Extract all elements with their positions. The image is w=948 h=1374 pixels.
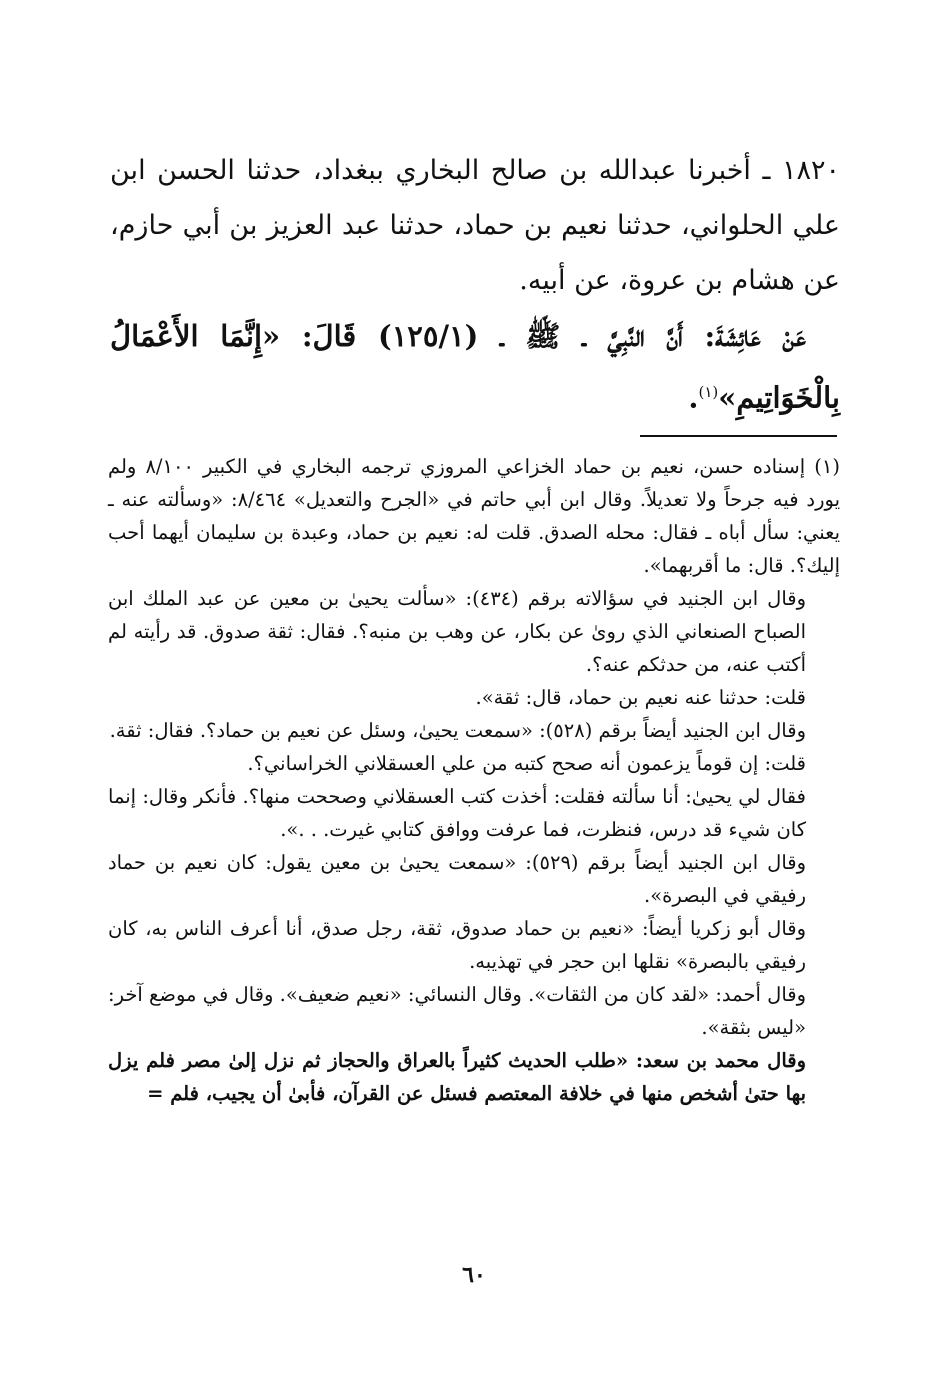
footnotes	[108, 450, 840, 1110]
hadith-text	[110, 308, 840, 426]
footnote-paragraph: وقال محمد بن سعد: «طلب الحديث كثيراً بالعراق والحجاز ثم نزل إلىٰ مصر فلم يزل بها حتىٰ أشخص منها في خلافة المعتصم فسئل عن القرآن، فأبىٰ أن يجيب، فلم =	[108, 1049, 806, 1105]
hadith-chain: ١٨٢٠ ـ أخبرنا عبدالله بن صالح البخاري ببغداد، حدثنا الحسن ابن علي الحلواني، حدثنا نعيم بن حماد، حدثنا عبد العزيز بن أبي حازم، عن هشام بن عروة، عن أبيه.	[110, 155, 840, 296]
footnote-paragraph: وقال أحمد: «لقد كان من الثقات». وقال النسائي: «نعيم ضعيف». وقال في موضع آخر: «ليس بثقة».	[108, 983, 806, 1039]
footnote-ref: (١)	[698, 383, 719, 401]
hadith-end: .	[688, 380, 699, 415]
footnote-paragraph: وقال ابن الجنيد أيضاً برقم (٥٢٨): «سمعت يحيىٰ، وسئل عن نعيم بن حماد؟. فقال: ثقة.	[109, 719, 806, 742]
footnote-paragraph: قلت: حدثنا عنه نعيم بن حماد، قال: ثقة».	[475, 686, 806, 709]
footnote-paragraph: قلت: إن قوماً يزعمون أنه صحح كتبه من علي العسقلاني الخراساني؟.	[247, 752, 806, 775]
footnote-paragraph: وقال ابن الجنيد في سؤالاته برقم (٤٣٤): «سألت يحيىٰ بن معين عن عبد الملك ابن الصباح الصنعاني الذي روىٰ عن بكار، عن وهب بن منبه؟. فقال: ثقة صدوق. قد رأيته لم أكتب عنه، من حدثكم عنه؟.	[108, 587, 806, 676]
footnote-paragraph: (١) إسناده حسن، نعيم بن حماد الخزاعي المروزي ترجمه البخاري في الكبير ٨/١٠٠ ولم يورد فيه جرحاً ولا تعديلاً. وقال ابن أبي حاتم في «الجرح والتعديل» ٨/٤٦٤: «وسألته عنه ـ يعني: سأل أباه ـ فقال: محله الصدق. قلت له: نعيم بن حماد، وعبدة بن سليمان أيهما أحب إليك؟. قال: ما أقربهما».	[108, 455, 840, 577]
footnote-divider	[640, 435, 837, 437]
footnote-paragraph: وقال أبو زكريا أيضاً: «نعيم بن حماد صدوق، ثقة، رجل صدق، أنا أعرف الناس به، كان رفيقي بالبصرة» نقلها ابن حجر في تهذيبه.	[108, 917, 806, 973]
page-number: ٦٠	[462, 1262, 486, 1288]
footnote-paragraph: وقال ابن الجنيد أيضاً برقم (٥٢٩): «سمعت يحيىٰ بن معين يقول: كان نعيم بن حماد رفيقي في البصرة».	[108, 851, 806, 907]
footnote-paragraph: فقال لي يحيىٰ: أنا سألته فقلت: أخذت كتب العسقلاني وصححت منها؟. فأنكر وقال: إنما كان شيء قد درس، فنظرت، فما عرفت ووافق كتابي غيرت. . .».	[108, 785, 806, 841]
hadith-block	[110, 143, 840, 426]
hadith-matn: عَنْ عَائِشَةَ: أَنَّ النَّبِيَّ ـ ﷺ ـ (١٢٥/١) قَالَ: «إِنَّمَا الأَعْمَالُ بِالْخَوَاتِيمِ»	[110, 319, 840, 415]
